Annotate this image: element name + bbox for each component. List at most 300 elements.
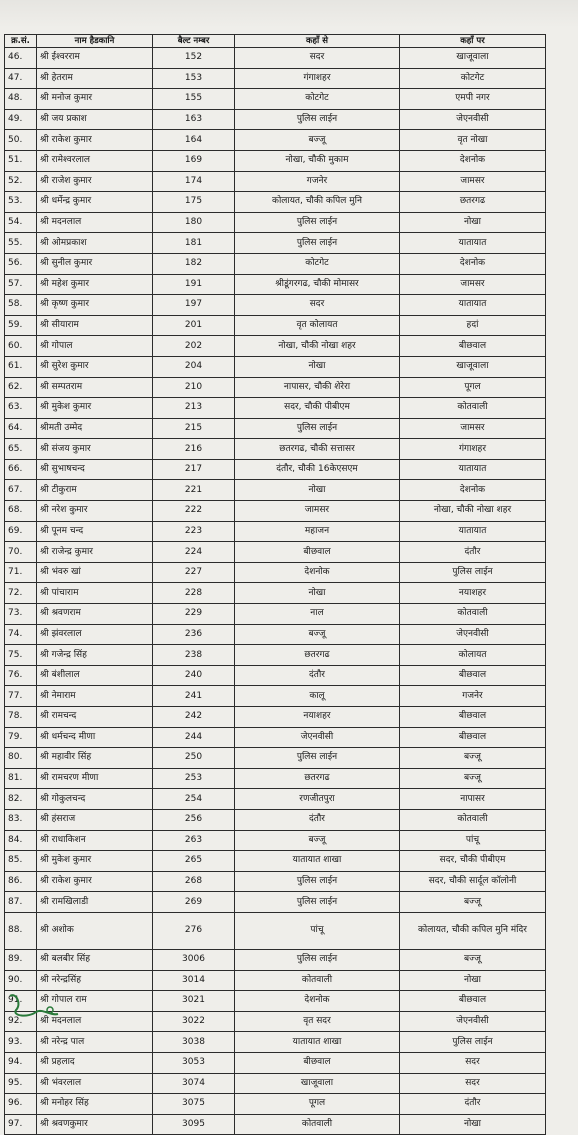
cell-name: श्री सीयाराम bbox=[37, 315, 153, 336]
table-row bbox=[5, 192, 546, 213]
cell-to: बज्जू bbox=[400, 748, 546, 769]
cell-belt-number: 3074 bbox=[153, 1073, 235, 1094]
cell-to: देशनोक bbox=[400, 253, 546, 274]
cell-to: बीछवाल bbox=[400, 991, 546, 1012]
cell-serial: 76. bbox=[5, 665, 37, 686]
table-row bbox=[5, 892, 546, 913]
cell-name: श्री ईश्वरराम bbox=[37, 48, 153, 69]
cell-name: श्री महावीर सिंह bbox=[37, 748, 153, 769]
cell-from: पुलिस लाईन bbox=[235, 871, 400, 892]
cell-from: बज्जू bbox=[235, 624, 400, 645]
cell-to: जामसर bbox=[400, 418, 546, 439]
signature-mark bbox=[6, 990, 66, 1022]
cell-belt-number: 163 bbox=[153, 109, 235, 130]
cell-serial: 75. bbox=[5, 645, 37, 666]
table-row bbox=[5, 233, 546, 254]
cell-from: कालू bbox=[235, 686, 400, 707]
cell-belt-number: 152 bbox=[153, 48, 235, 69]
cell-to: बीछवाल bbox=[400, 727, 546, 748]
cell-belt-number: 3006 bbox=[153, 949, 235, 970]
cell-serial: 60. bbox=[5, 336, 37, 357]
cell-to: कोटगेट bbox=[400, 68, 546, 89]
cell-name: श्री पांचाराम bbox=[37, 583, 153, 604]
cell-from: गजनेर bbox=[235, 171, 400, 192]
cell-from: यातायात शाखा bbox=[235, 1032, 400, 1053]
cell-to: पुलिस लाईन bbox=[400, 562, 546, 583]
cell-from: नोखा bbox=[235, 480, 400, 501]
table-row bbox=[5, 871, 546, 892]
cell-name: श्री राकेश कुमार bbox=[37, 871, 153, 892]
cell-name: श्री मदनलाल bbox=[37, 1011, 153, 1032]
cell-to: जेएनवीसी bbox=[400, 624, 546, 645]
cell-to: छतरगढ bbox=[400, 192, 546, 213]
cell-from: पुलिस लाईन bbox=[235, 418, 400, 439]
cell-to: बज्जू bbox=[400, 768, 546, 789]
cell-serial: 53. bbox=[5, 192, 37, 213]
cell-to: पुलिस लाईन bbox=[400, 1032, 546, 1053]
cell-belt-number: 197 bbox=[153, 295, 235, 316]
cell-name: श्री गोपाल bbox=[37, 336, 153, 357]
cell-belt-number: 164 bbox=[153, 130, 235, 151]
cell-name: श्री राकेश कुमार bbox=[37, 130, 153, 151]
table-row bbox=[5, 604, 546, 625]
cell-belt-number: 253 bbox=[153, 768, 235, 789]
cell-from: नाल bbox=[235, 604, 400, 625]
cell-belt-number: 263 bbox=[153, 830, 235, 851]
cell-from: दंतौर bbox=[235, 809, 400, 830]
cell-serial: 90. bbox=[5, 970, 37, 991]
cell-to: नोखा bbox=[400, 212, 546, 233]
cell-from: नोखा, चौकी मुकाम bbox=[235, 150, 400, 171]
table-row bbox=[5, 521, 546, 542]
cell-to: यातायात bbox=[400, 521, 546, 542]
table-row bbox=[5, 665, 546, 686]
cell-serial: 59. bbox=[5, 315, 37, 336]
cell-from: कोलायत, चौकी कपिल मुनि bbox=[235, 192, 400, 213]
cell-belt-number: 221 bbox=[153, 480, 235, 501]
cell-to: नोखा bbox=[400, 970, 546, 991]
cell-belt-number: 180 bbox=[153, 212, 235, 233]
cell-name: श्री रामखिलाडी bbox=[37, 892, 153, 913]
header-name: नाम हैडकानि bbox=[37, 35, 153, 48]
cell-serial: 64. bbox=[5, 418, 37, 439]
cell-name: श्री गोकुलचन्द bbox=[37, 789, 153, 810]
cell-to: कोतवाली bbox=[400, 398, 546, 419]
cell-belt-number: 201 bbox=[153, 315, 235, 336]
cell-to: सदर bbox=[400, 1052, 546, 1073]
cell-name: श्री अशोक bbox=[37, 912, 153, 949]
cell-belt-number: 224 bbox=[153, 542, 235, 563]
cell-belt-number: 222 bbox=[153, 501, 235, 522]
cell-serial: 84. bbox=[5, 830, 37, 851]
table-row bbox=[5, 1032, 546, 1053]
table-row bbox=[5, 1052, 546, 1073]
cell-belt-number: 240 bbox=[153, 665, 235, 686]
table-row bbox=[5, 830, 546, 851]
header-from: कहाँ से bbox=[235, 35, 400, 48]
cell-to: दंतौर bbox=[400, 1094, 546, 1115]
cell-belt-number: 174 bbox=[153, 171, 235, 192]
cell-serial: 69. bbox=[5, 521, 37, 542]
cell-to: हदां bbox=[400, 315, 546, 336]
cell-to: जेएनवीसी bbox=[400, 109, 546, 130]
cell-belt-number: 213 bbox=[153, 398, 235, 419]
cell-belt-number: 241 bbox=[153, 686, 235, 707]
cell-from: छतरगढ bbox=[235, 645, 400, 666]
cell-name: श्री श्रवणकुमार bbox=[37, 1114, 153, 1135]
cell-from: छतरगढ bbox=[235, 768, 400, 789]
cell-name: श्री धर्मेन्द्र कुमार bbox=[37, 192, 153, 213]
cell-serial: 47. bbox=[5, 68, 37, 89]
cell-belt-number: 210 bbox=[153, 377, 235, 398]
cell-belt-number: 250 bbox=[153, 748, 235, 769]
table-row bbox=[5, 851, 546, 872]
table-row bbox=[5, 48, 546, 69]
table-row bbox=[5, 809, 546, 830]
cell-from: वृत कोलायत bbox=[235, 315, 400, 336]
table-row bbox=[5, 130, 546, 151]
cell-belt-number: 268 bbox=[153, 871, 235, 892]
cell-belt-number: 3021 bbox=[153, 991, 235, 1012]
cell-from: बज्जू bbox=[235, 130, 400, 151]
table-row bbox=[5, 1114, 546, 1135]
table-row bbox=[5, 274, 546, 295]
cell-name: श्री सुभाषचन्द bbox=[37, 459, 153, 480]
cell-belt-number: 238 bbox=[153, 645, 235, 666]
cell-serial: 67. bbox=[5, 480, 37, 501]
table-row bbox=[5, 439, 546, 460]
cell-to: सदर bbox=[400, 1073, 546, 1094]
cell-from: पुलिस लाईन bbox=[235, 949, 400, 970]
cell-belt-number: 3038 bbox=[153, 1032, 235, 1053]
cell-from: कोतवाली bbox=[235, 1114, 400, 1135]
cell-name: श्री नरेश कुमार bbox=[37, 501, 153, 522]
cell-belt-number: 242 bbox=[153, 707, 235, 728]
cell-belt-number: 3014 bbox=[153, 970, 235, 991]
cell-to: देशनोक bbox=[400, 480, 546, 501]
table-row bbox=[5, 89, 546, 110]
cell-from: नापासर, चौकी शेरेरा bbox=[235, 377, 400, 398]
cell-belt-number: 3022 bbox=[153, 1011, 235, 1032]
cell-from: सदर bbox=[235, 295, 400, 316]
cell-name: श्री नरेन्द्र पाल bbox=[37, 1032, 153, 1053]
header-serial: क्र.सं. bbox=[5, 35, 37, 48]
cell-from: कोटगेट bbox=[235, 89, 400, 110]
table-body bbox=[5, 48, 546, 1135]
cell-belt-number: 155 bbox=[153, 89, 235, 110]
cell-from: जेएनवीसी bbox=[235, 727, 400, 748]
table-row bbox=[5, 150, 546, 171]
table-row bbox=[5, 768, 546, 789]
cell-belt-number: 175 bbox=[153, 192, 235, 213]
transfer-table bbox=[4, 34, 546, 1135]
cell-name: श्री जय प्रकाश bbox=[37, 109, 153, 130]
table-row bbox=[5, 336, 546, 357]
cell-from: कोटगेट bbox=[235, 253, 400, 274]
cell-name: श्री बंशीलाल bbox=[37, 665, 153, 686]
cell-name: श्री मदनलाल bbox=[37, 212, 153, 233]
cell-serial: 77. bbox=[5, 686, 37, 707]
cell-to: बीछवाल bbox=[400, 665, 546, 686]
cell-name: श्री नेमाराम bbox=[37, 686, 153, 707]
table-row bbox=[5, 212, 546, 233]
cell-name: श्री कृष्ण कुमार bbox=[37, 295, 153, 316]
cell-belt-number: 181 bbox=[153, 233, 235, 254]
cell-to: सदर, चौकी पीबीएम bbox=[400, 851, 546, 872]
cell-serial: 63. bbox=[5, 398, 37, 419]
cell-from: बीछवाल bbox=[235, 542, 400, 563]
table-row bbox=[5, 418, 546, 439]
cell-from: बज्जू bbox=[235, 830, 400, 851]
cell-name: श्री राधाकिशन bbox=[37, 830, 153, 851]
table-row bbox=[5, 501, 546, 522]
table-row bbox=[5, 562, 546, 583]
cell-belt-number: 216 bbox=[153, 439, 235, 460]
cell-to: सदर, चौकी सार्दूल कॉलोनी bbox=[400, 871, 546, 892]
cell-to: बज्जू bbox=[400, 949, 546, 970]
cell-serial: 66. bbox=[5, 459, 37, 480]
cell-to: कोतवाली bbox=[400, 809, 546, 830]
cell-serial: 68. bbox=[5, 501, 37, 522]
cell-from: नोखा bbox=[235, 583, 400, 604]
cell-name: श्री हंसराज bbox=[37, 809, 153, 830]
cell-from: वृत सदर bbox=[235, 1011, 400, 1032]
cell-serial: 82. bbox=[5, 789, 37, 810]
cell-to: दंतौर bbox=[400, 542, 546, 563]
cell-from: पुलिस लाईन bbox=[235, 212, 400, 233]
cell-belt-number: 3075 bbox=[153, 1094, 235, 1115]
cell-from: सदर, चौकी पीबीएम bbox=[235, 398, 400, 419]
cell-serial: 71. bbox=[5, 562, 37, 583]
cell-serial: 54. bbox=[5, 212, 37, 233]
cell-to: गजनेर bbox=[400, 686, 546, 707]
cell-name: श्री राजेश कुमार bbox=[37, 171, 153, 192]
cell-serial: 72. bbox=[5, 583, 37, 604]
table-row bbox=[5, 542, 546, 563]
cell-to: यातायात bbox=[400, 233, 546, 254]
cell-serial: 97. bbox=[5, 1114, 37, 1135]
header-belt-number: बैल्ट नम्बर bbox=[153, 35, 235, 48]
cell-serial: 70. bbox=[5, 542, 37, 563]
cell-serial: 65. bbox=[5, 439, 37, 460]
cell-serial: 50. bbox=[5, 130, 37, 151]
cell-belt-number: 227 bbox=[153, 562, 235, 583]
cell-serial: 94. bbox=[5, 1052, 37, 1073]
cell-from: दंतौर, चौकी 16केएसएम bbox=[235, 459, 400, 480]
cell-name: श्री धर्मचन्द मीणा bbox=[37, 727, 153, 748]
cell-belt-number: 223 bbox=[153, 521, 235, 542]
table-row bbox=[5, 295, 546, 316]
cell-belt-number: 236 bbox=[153, 624, 235, 645]
cell-name: श्री झंवरलाल bbox=[37, 624, 153, 645]
cell-to: पांचू bbox=[400, 830, 546, 851]
cell-name: श्री ओमप्रकाश bbox=[37, 233, 153, 254]
page-top-edge bbox=[0, 0, 578, 28]
cell-serial: 58. bbox=[5, 295, 37, 316]
cell-name: श्री संजय कुमार bbox=[37, 439, 153, 460]
cell-serial: 81. bbox=[5, 768, 37, 789]
cell-from: गंगाशहर bbox=[235, 68, 400, 89]
cell-serial: 61. bbox=[5, 356, 37, 377]
cell-belt-number: 244 bbox=[153, 727, 235, 748]
cell-from: खाजूवाला bbox=[235, 1073, 400, 1094]
cell-serial: 85. bbox=[5, 851, 37, 872]
cell-name: श्री मनोज कुमार bbox=[37, 89, 153, 110]
header-to: कहाँ पर bbox=[400, 35, 546, 48]
cell-to: नयाशहर bbox=[400, 583, 546, 604]
cell-to: पूगल bbox=[400, 377, 546, 398]
cell-from: पुलिस लाईन bbox=[235, 233, 400, 254]
cell-to: बीछवाल bbox=[400, 336, 546, 357]
cell-serial: 92. bbox=[5, 1011, 37, 1032]
cell-serial: 57. bbox=[5, 274, 37, 295]
cell-to: देशनोक bbox=[400, 150, 546, 171]
table-row bbox=[5, 398, 546, 419]
cell-name: श्री मनोहर सिंह bbox=[37, 1094, 153, 1115]
cell-to: बज्जू bbox=[400, 892, 546, 913]
cell-from: दंतौर bbox=[235, 665, 400, 686]
cell-belt-number: 228 bbox=[153, 583, 235, 604]
cell-serial: 49. bbox=[5, 109, 37, 130]
cell-serial: 51. bbox=[5, 150, 37, 171]
cell-serial: 89. bbox=[5, 949, 37, 970]
cell-serial: 52. bbox=[5, 171, 37, 192]
table-row bbox=[5, 356, 546, 377]
cell-belt-number: 229 bbox=[153, 604, 235, 625]
cell-name: श्री भंवरु खां bbox=[37, 562, 153, 583]
cell-to: कोलायत, चौकी कपिल मुनि मंदिर bbox=[400, 912, 546, 949]
cell-name: श्री गोपाल राम bbox=[37, 991, 153, 1012]
cell-to: जेएनवीसी bbox=[400, 1011, 546, 1032]
cell-belt-number: 256 bbox=[153, 809, 235, 830]
cell-to: नोखा, चौकी नोखा शहर bbox=[400, 501, 546, 522]
table-row bbox=[5, 315, 546, 336]
cell-to: खाजूवाला bbox=[400, 48, 546, 69]
cell-from: नयाशहर bbox=[235, 707, 400, 728]
cell-belt-number: 217 bbox=[153, 459, 235, 480]
cell-from: नोखा bbox=[235, 356, 400, 377]
cell-belt-number: 204 bbox=[153, 356, 235, 377]
cell-from: पांचू bbox=[235, 912, 400, 949]
cell-serial: 87. bbox=[5, 892, 37, 913]
cell-name: श्री सुनील कुमार bbox=[37, 253, 153, 274]
table-row bbox=[5, 109, 546, 130]
cell-name: श्री सम्पतराम bbox=[37, 377, 153, 398]
cell-from: रणजीतपुरा bbox=[235, 789, 400, 810]
table-row bbox=[5, 645, 546, 666]
cell-from: नोखा, चौकी नोखा शहर bbox=[235, 336, 400, 357]
cell-name: श्री बलबीर सिंह bbox=[37, 949, 153, 970]
table-row bbox=[5, 1094, 546, 1115]
cell-belt-number: 3053 bbox=[153, 1052, 235, 1073]
cell-name: श्री श्रवणराम bbox=[37, 604, 153, 625]
cell-name: श्री महेश कुमार bbox=[37, 274, 153, 295]
cell-to: बीछवाल bbox=[400, 707, 546, 728]
cell-belt-number: 215 bbox=[153, 418, 235, 439]
table-row bbox=[5, 949, 546, 970]
cell-name: श्री रामचरण मीणा bbox=[37, 768, 153, 789]
cell-name: श्री भंवरलाल bbox=[37, 1073, 153, 1094]
cell-serial: 91. bbox=[5, 991, 37, 1012]
cell-serial: 56. bbox=[5, 253, 37, 274]
table-row bbox=[5, 707, 546, 728]
cell-belt-number: 169 bbox=[153, 150, 235, 171]
cell-to: नोखा bbox=[400, 1114, 546, 1135]
cell-from: पुलिस लाईन bbox=[235, 892, 400, 913]
cell-name: श्री रामचन्द bbox=[37, 707, 153, 728]
cell-name: श्री प्रहलाद bbox=[37, 1052, 153, 1073]
cell-from: पुलिस लाईन bbox=[235, 748, 400, 769]
cell-serial: 83. bbox=[5, 809, 37, 830]
cell-name: श्री मुकेश कुमार bbox=[37, 398, 153, 419]
cell-serial: 80. bbox=[5, 748, 37, 769]
cell-to: खाजूवाला bbox=[400, 356, 546, 377]
cell-name: श्रीमती उम्मेद bbox=[37, 418, 153, 439]
cell-from: पुलिस लाईन bbox=[235, 109, 400, 130]
cell-from: कोतवाली bbox=[235, 970, 400, 991]
cell-serial: 46. bbox=[5, 48, 37, 69]
table-row bbox=[5, 970, 546, 991]
cell-belt-number: 153 bbox=[153, 68, 235, 89]
cell-serial: 93. bbox=[5, 1032, 37, 1053]
cell-serial: 79. bbox=[5, 727, 37, 748]
cell-to: कोलायत bbox=[400, 645, 546, 666]
cell-serial: 62. bbox=[5, 377, 37, 398]
table-row bbox=[5, 253, 546, 274]
cell-to: एमपी नगर bbox=[400, 89, 546, 110]
cell-to: जामसर bbox=[400, 171, 546, 192]
cell-serial: 73. bbox=[5, 604, 37, 625]
cell-serial: 78. bbox=[5, 707, 37, 728]
cell-belt-number: 254 bbox=[153, 789, 235, 810]
table-row bbox=[5, 68, 546, 89]
cell-belt-number: 202 bbox=[153, 336, 235, 357]
table-row bbox=[5, 377, 546, 398]
cell-to: यातायात bbox=[400, 295, 546, 316]
cell-to: गंगाशहर bbox=[400, 439, 546, 460]
table-row bbox=[5, 171, 546, 192]
cell-belt-number: 191 bbox=[153, 274, 235, 295]
table-row bbox=[5, 686, 546, 707]
cell-to: वृत नोखा bbox=[400, 130, 546, 151]
cell-to: कोतवाली bbox=[400, 604, 546, 625]
cell-to: यातायात bbox=[400, 459, 546, 480]
cell-belt-number: 269 bbox=[153, 892, 235, 913]
cell-belt-number: 276 bbox=[153, 912, 235, 949]
cell-name: श्री मुकेश कुमार bbox=[37, 851, 153, 872]
cell-serial: 88. bbox=[5, 912, 37, 949]
cell-name: श्री नरेन्द्रसिंह bbox=[37, 970, 153, 991]
cell-name: श्री रामेश्वरलाल bbox=[37, 150, 153, 171]
cell-name: श्री गजेन्द्र सिंह bbox=[37, 645, 153, 666]
cell-name: श्री पूनम चन्द bbox=[37, 521, 153, 542]
cell-to: नापासर bbox=[400, 789, 546, 810]
cell-to: जामसर bbox=[400, 274, 546, 295]
table-row bbox=[5, 1073, 546, 1094]
cell-from: सदर bbox=[235, 48, 400, 69]
cell-name: श्री सुरेश कुमार bbox=[37, 356, 153, 377]
cell-from: महाजन bbox=[235, 521, 400, 542]
table-row bbox=[5, 748, 546, 769]
table-row bbox=[5, 912, 546, 949]
cell-from: यातायात शाखा bbox=[235, 851, 400, 872]
cell-serial: 95. bbox=[5, 1073, 37, 1094]
cell-from: देशनोक bbox=[235, 562, 400, 583]
cell-serial: 48. bbox=[5, 89, 37, 110]
cell-belt-number: 182 bbox=[153, 253, 235, 274]
table-row bbox=[5, 789, 546, 810]
table-row bbox=[5, 1011, 546, 1032]
